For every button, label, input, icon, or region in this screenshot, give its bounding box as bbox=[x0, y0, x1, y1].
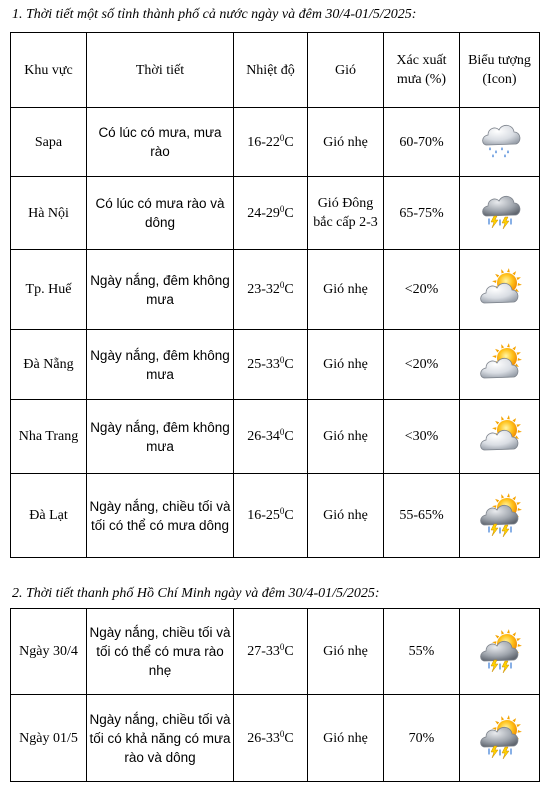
temp-degree: 0 bbox=[279, 642, 285, 652]
weather-cell: Ngày nắng, chiều tối và tối có khả năng có mưa rào và dông bbox=[87, 695, 234, 782]
header-icon bbox=[460, 33, 540, 108]
temp-degree: 0 bbox=[279, 203, 285, 214]
weather-cell: Có lúc có mưa rào và dông bbox=[87, 177, 234, 250]
table-row bbox=[11, 108, 540, 177]
icon-cell bbox=[460, 177, 540, 250]
rain-cloud-icon bbox=[477, 119, 523, 165]
table-row bbox=[11, 695, 540, 782]
sun-cloud-icon bbox=[477, 342, 523, 388]
temp-unit: C bbox=[284, 134, 294, 150]
temp-cell bbox=[234, 177, 308, 250]
temp-unit: C bbox=[284, 644, 294, 659]
rain-cell: 70% bbox=[384, 695, 460, 782]
temp-range: 24-29 bbox=[247, 205, 280, 221]
wind-cell: Gió Đông bắc cấp 2-3 bbox=[308, 177, 384, 250]
icon-cell bbox=[460, 474, 540, 558]
icon-cell bbox=[460, 695, 540, 782]
temp-range: 25-33 bbox=[247, 357, 280, 372]
table-row bbox=[11, 609, 540, 695]
header-temp: Nhiệt độ bbox=[234, 33, 308, 108]
wind-cell: Gió nhẹ bbox=[308, 695, 384, 782]
weather-cell: Có lúc có mưa, mưa rào bbox=[87, 108, 234, 177]
table-row bbox=[11, 474, 540, 558]
temp-range: 23-32 bbox=[247, 282, 280, 297]
temp-cell bbox=[234, 400, 308, 474]
temp-degree: 0 bbox=[279, 280, 285, 290]
temp-cell bbox=[234, 609, 308, 695]
rain-cell: <30% bbox=[384, 400, 460, 474]
temp-unit: C bbox=[284, 282, 294, 297]
header-rain-probability bbox=[384, 33, 460, 108]
icon-cell bbox=[460, 400, 540, 474]
temp-unit: C bbox=[284, 205, 294, 221]
temp-cell bbox=[234, 108, 308, 177]
temp-cell bbox=[234, 474, 308, 558]
temp-unit: C bbox=[284, 429, 294, 444]
header-icon-line2: (Icon) bbox=[482, 72, 517, 87]
temp-degree: 0 bbox=[279, 427, 285, 437]
temp-range: 26-34 bbox=[247, 429, 280, 444]
weather-cell: Ngày nắng, chiều tối và tối có thể có mưa dông bbox=[87, 474, 234, 558]
header-icon-line1: Biểu tượng bbox=[468, 53, 531, 68]
header-region: Khu vực bbox=[11, 33, 87, 108]
header-rain-line2: mưa (%) bbox=[396, 72, 447, 87]
wind-cell: Gió nhẹ bbox=[308, 474, 384, 558]
region-cell: Tp. Huế bbox=[11, 250, 87, 330]
region-cell: Ngày 01/5 bbox=[11, 695, 87, 782]
temp-degree: 0 bbox=[279, 355, 285, 365]
wind-cell: Gió nhẹ bbox=[308, 400, 384, 474]
rain-cell: 55-65% bbox=[384, 474, 460, 558]
table-row bbox=[11, 400, 540, 474]
sun-thunderstorm-icon bbox=[477, 715, 523, 761]
weather-cell: Ngày nắng, chiều tối và tối có thể có mưa rào nhẹ bbox=[87, 609, 234, 695]
temp-cell bbox=[234, 330, 308, 400]
table-row bbox=[11, 250, 540, 330]
weather-table-provinces bbox=[10, 32, 540, 558]
header-wind: Gió bbox=[308, 33, 384, 108]
icon-cell bbox=[460, 330, 540, 400]
rain-cell: <20% bbox=[384, 330, 460, 400]
region-cell: Đà Nẵng bbox=[11, 330, 87, 400]
weather-table-hcmc bbox=[10, 608, 540, 782]
weather-cell: Ngày nắng, đêm không mưa bbox=[87, 330, 234, 400]
region-cell: Hà Nội bbox=[11, 177, 87, 250]
wind-cell: Gió nhẹ bbox=[308, 108, 384, 177]
weather-cell: Ngày nắng, đêm không mưa bbox=[87, 400, 234, 474]
temp-degree: 0 bbox=[279, 728, 285, 739]
temp-range: 27-33 bbox=[247, 644, 280, 659]
icon-cell bbox=[460, 250, 540, 330]
sun-cloud-icon bbox=[477, 414, 523, 460]
icon-cell bbox=[460, 609, 540, 695]
temp-range: 26-33 bbox=[247, 730, 280, 746]
temp-unit: C bbox=[284, 730, 294, 746]
region-cell: Nha Trang bbox=[11, 400, 87, 474]
section-1-title: 1. Thời tiết một số tỉnh thành phố cả nước ngày và đêm 30/4-01/5/2025: bbox=[12, 7, 417, 22]
table-header-row bbox=[11, 33, 540, 108]
wind-cell: Gió nhẹ bbox=[308, 330, 384, 400]
temp-range: 16-25 bbox=[247, 508, 280, 523]
table-row bbox=[11, 177, 540, 250]
weather-cell: Ngày nắng, đêm không mưa bbox=[87, 250, 234, 330]
region-cell: Ngày 30/4 bbox=[11, 609, 87, 695]
temp-cell bbox=[234, 695, 308, 782]
table-row bbox=[11, 330, 540, 400]
sun-thunderstorm-icon bbox=[477, 493, 523, 539]
header-weather: Thời tiết bbox=[87, 33, 234, 108]
rain-cell: 55% bbox=[384, 609, 460, 695]
temp-unit: C bbox=[284, 357, 294, 372]
header-rain-line1: Xác xuất bbox=[396, 53, 447, 68]
icon-cell bbox=[460, 108, 540, 177]
sun-thunderstorm-icon bbox=[477, 629, 523, 675]
wind-cell: Gió nhẹ bbox=[308, 609, 384, 695]
temp-cell bbox=[234, 250, 308, 330]
rain-cell: 60-70% bbox=[384, 108, 460, 177]
wind-cell: Gió nhẹ bbox=[308, 250, 384, 330]
sun-cloud-icon bbox=[477, 267, 523, 313]
rain-cell: 65-75% bbox=[384, 177, 460, 250]
rain-cell: <20% bbox=[384, 250, 460, 330]
region-cell: Sapa bbox=[11, 108, 87, 177]
temp-range: 16-22 bbox=[247, 134, 280, 150]
region-cell: Đà Lạt bbox=[11, 474, 87, 558]
temp-degree: 0 bbox=[279, 132, 285, 143]
temp-unit: C bbox=[284, 508, 294, 523]
section-2-title: 2. Thời tiết thanh phố Hồ Chí Minh ngày và đêm 30/4-01/5/2025: bbox=[12, 586, 380, 601]
thunderstorm-cloud-icon bbox=[477, 190, 523, 236]
temp-degree: 0 bbox=[279, 506, 285, 516]
